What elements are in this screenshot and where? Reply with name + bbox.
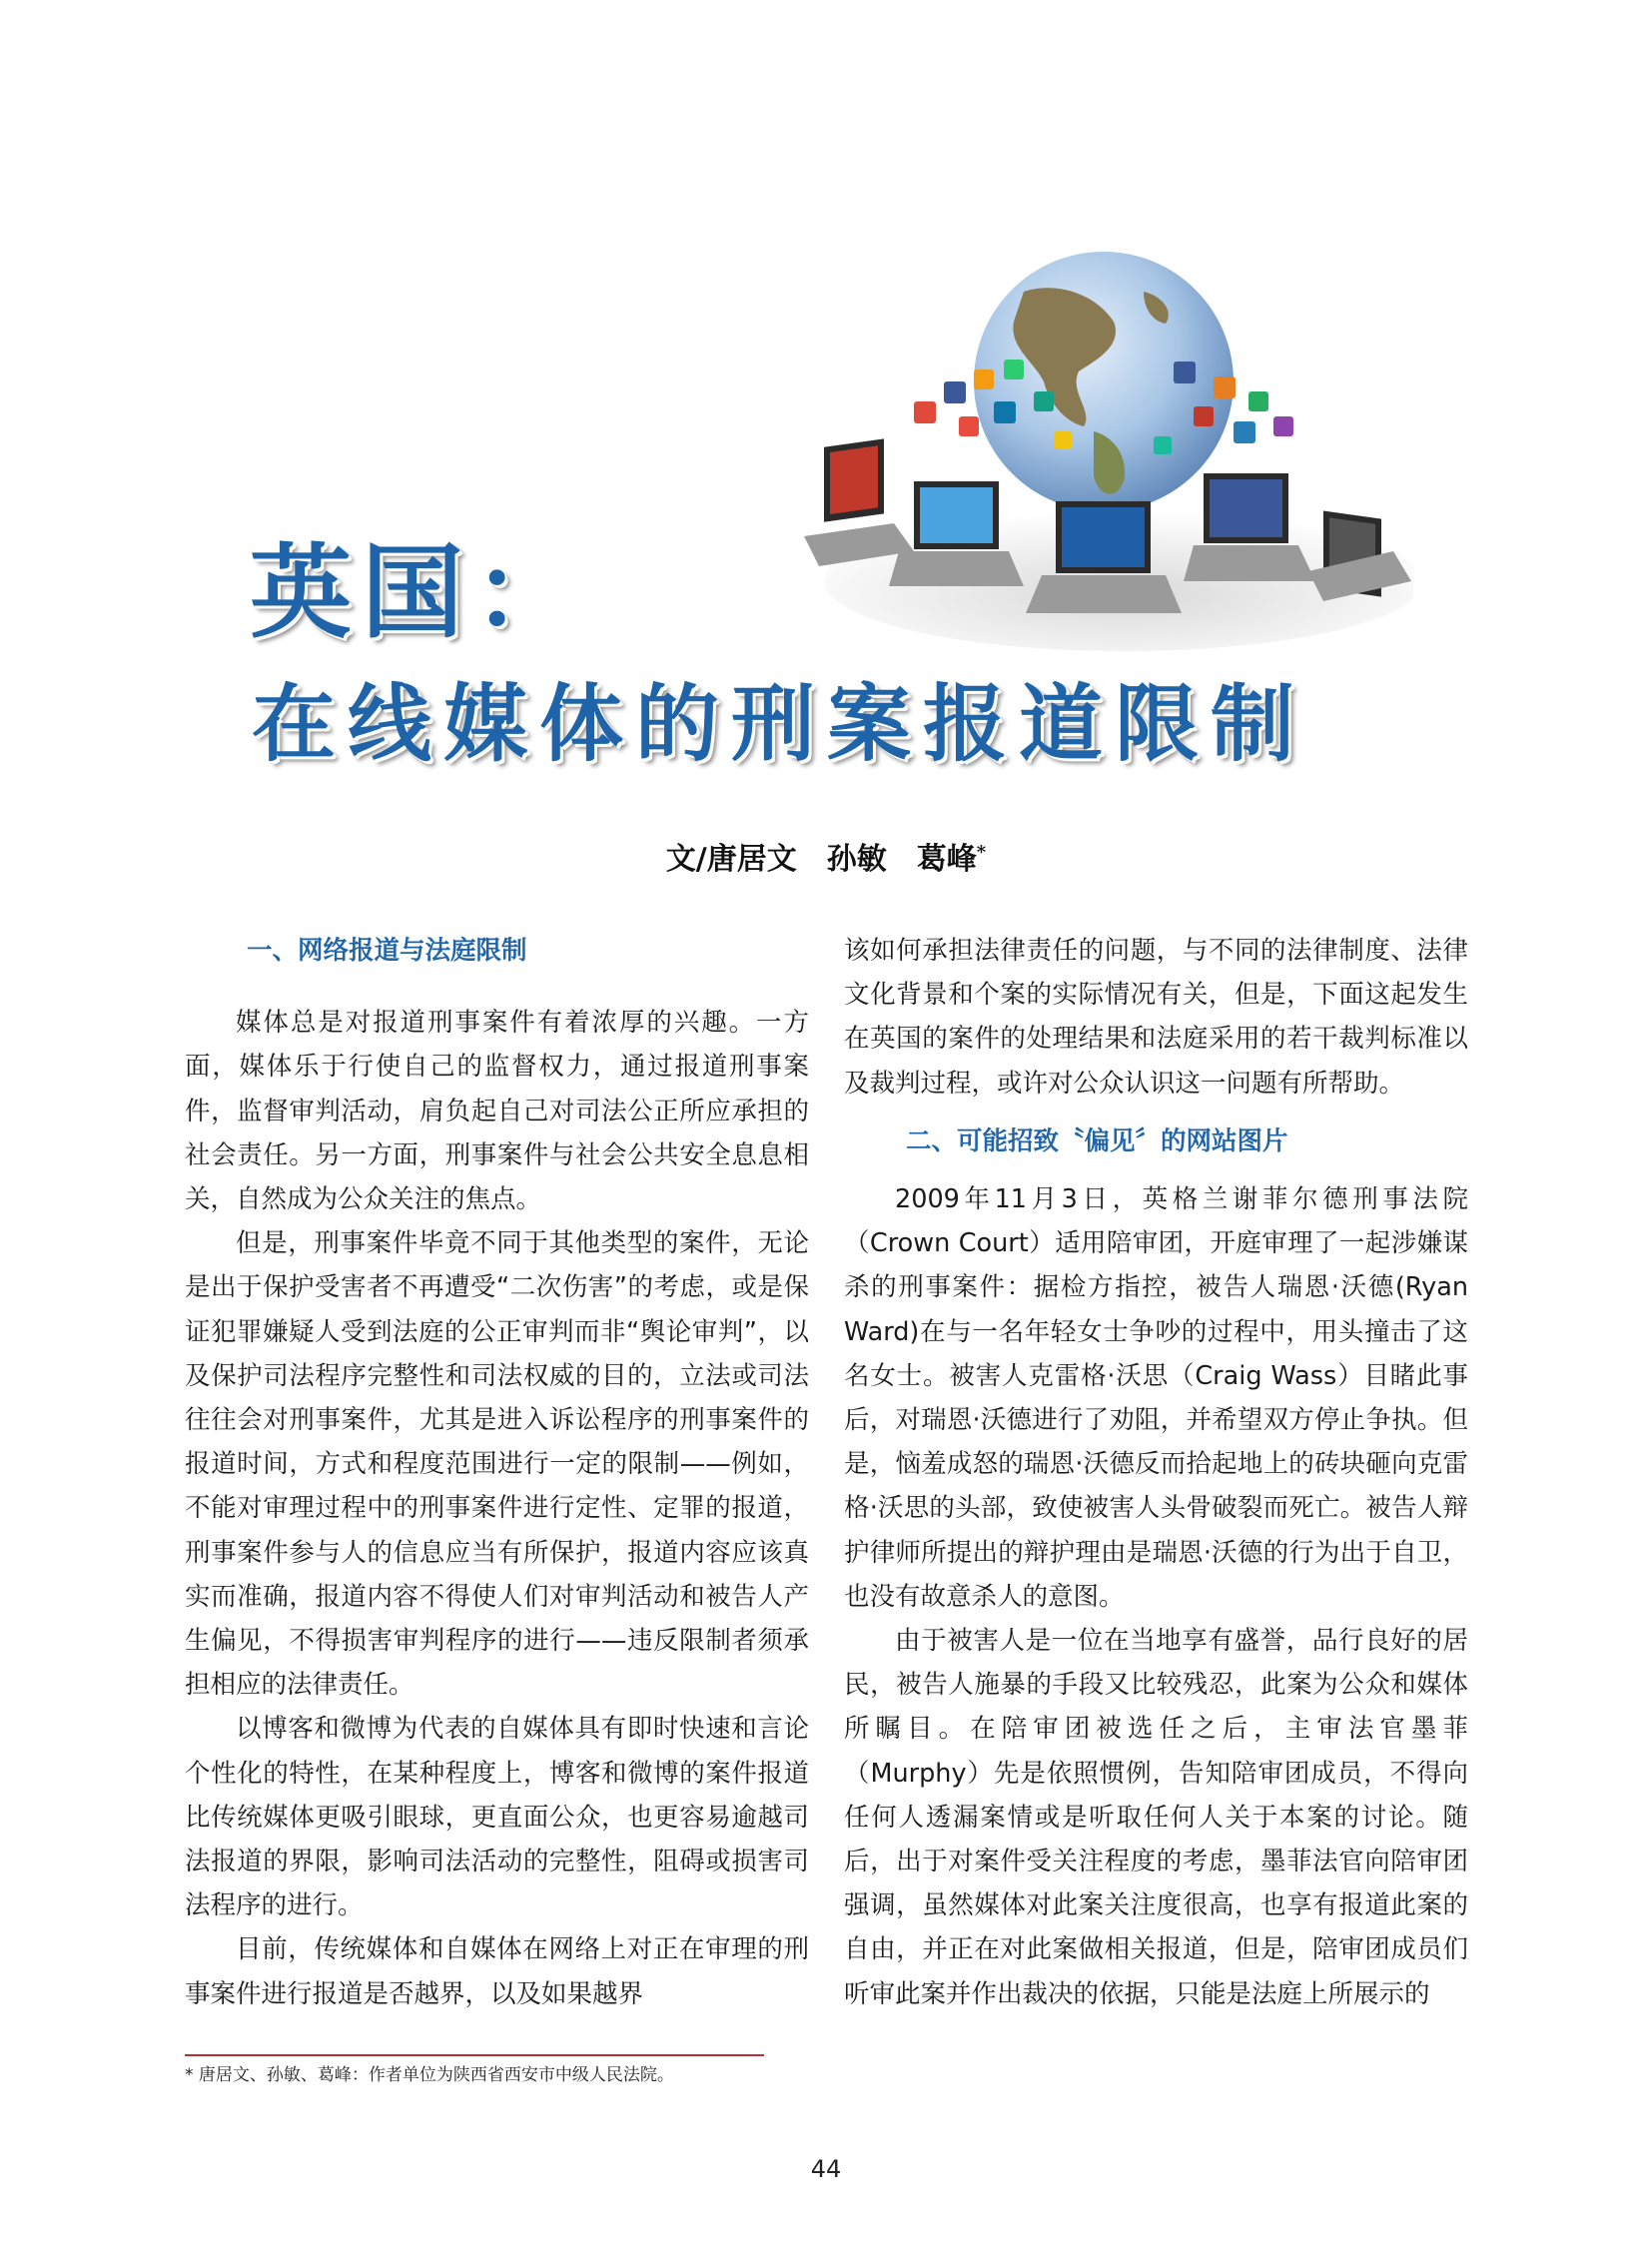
section2-heading: 二、可能招致〝偏见〞的网站图片 bbox=[906, 1125, 1288, 1156]
page-number: 44 bbox=[810, 2155, 842, 2183]
left-column bbox=[185, 929, 809, 2016]
section1-paragraph-3: 以博客和微博为代表的自媒体具有即时快速和言论个性化的特性，在某种程度上，博客和微博的案件报道比传统媒体更吸引眼球，更直面公众，也更容易逾越司法报道的界限，影响司法活动的完整性，阻碍或损害司法程序的进行。 bbox=[185, 1714, 809, 1921]
byline-footnote-mark: * bbox=[976, 842, 987, 863]
byline-authors: 文/唐居文 孙敏 葛峰 bbox=[665, 842, 977, 877]
footnote-divider bbox=[185, 2054, 764, 2056]
right-column bbox=[844, 929, 1468, 2016]
title-line-2: 在线媒体的刑案报道限制 bbox=[252, 675, 1307, 773]
section2-paragraph-2: 由于被害人是一位在当地享有盛誉，品行良好的居民，被告人施暴的手段又比较残忍，此案为公众和媒体所瞩目。在陪审团被选任之后，主审法官墨菲（Murphy）先是依照惯例，告知陪审团成员，不得向任何人透漏案情或是听取任何人关于本案的讨论。随后，出于对案件受关注程度的考虑，墨菲法官向陪审团强调，虽然媒体对此案关注度很高，也享有报道此案的自由，并正在对此案做相关报道，但是，陪审团成员们听审此案并作出裁决的依据，只能是法庭上所展示的 bbox=[844, 1626, 1468, 2009]
laptop-youtube-icon bbox=[804, 438, 914, 566]
section1-paragraph-2: 但是，刑事案件毕竟不同于其他类型的案件，无论是出于保护受害者不再遭受“二次伤害”的考虑，或是保证犯罪嫌疑人受到法庭的公正审判而非“舆论审判”，以及保护司法程序完整性和司法权威的目的，立法或司法往往会对刑事案件，尤其是进入诉讼程序的刑事案件的报道时间，方式和程度范围进行一定的限制——例如，不能对审理过程中的刑事案件进行定性、定罪的报道，刑事案件参与人的信息应当有所保护，报道内容应该真实而准确，报道内容不得使人们对审判活动和被告人产生偏见，不得损害审判程序的进行——违反限制者须承担相应的法律责任。 bbox=[185, 1228, 809, 1701]
title-line-1: 英国： bbox=[250, 534, 585, 653]
section2-paragraph-1: 2009年11月3日，英格兰谢菲尔德刑事法院（Crown Court）适用陪审团，开庭审理了一起涉嫌谋杀的刑事案件：据检方指控，被告人瑞恩·沃德(Ryan Ward)在与一名年轻女士争吵的过程中，用头撞击了这名女士。被害人克雷格·沃思（Craig Wass）目睹此事后，对瑞恩·沃德进行了劝阻，并希望双方停止争执。但是，恼羞成怒的瑞恩·沃德反而拾起地上的砖块砸向克雷格·沃思的头部，致使被害人头骨破裂而死亡。被告人辩护律师所提出的辩护理由是瑞恩·沃德的行为出于自卫，也没有故意杀人的意图。 bbox=[844, 1184, 1468, 1612]
globe-laptops-illustration bbox=[794, 252, 1413, 651]
footnote: * 唐居文、孙敏、葛峰：作者单位为陕西省西安市中级人民法院。 bbox=[185, 2065, 674, 2085]
section1-paragraph-4: 目前，传统媒体和自媒体在网络上对正在审理的刑事案件进行报道是否越界，以及如果越界 bbox=[185, 1934, 809, 2009]
byline bbox=[0, 834, 1652, 878]
section1-paragraph-1: 媒体总是对报道刑事案件有着浓厚的兴趣。一方面，媒体乐于行使自己的监督权力，通过报道刑事案件，监督审判活动，肩负起自己对司法公正所应承担的社会责任。另一方面，刑事案件与社会公共安全息息相关，自然成为公众关注的焦点。 bbox=[185, 1008, 809, 1215]
section1-heading: 一、网络报道与法庭限制 bbox=[247, 936, 527, 966]
continued-paragraph: 该如何承担法律责任的问题，与不同的法律制度、法律文化背景和个案的实际情况有关，但是，下面这起发生在英国的案件的处理结果和法庭采用的若干裁判标准以及裁判过程，或许对公众认识这一问题有所帮助。 bbox=[844, 936, 1468, 1099]
